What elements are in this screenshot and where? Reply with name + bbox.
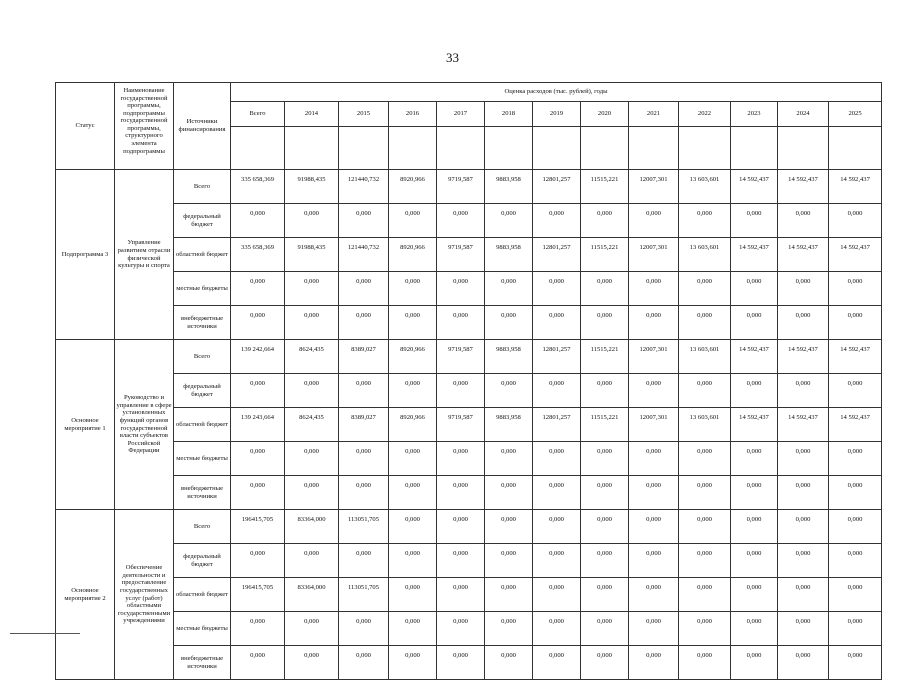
- value-cell: 0,000: [231, 612, 285, 646]
- value-cell: 0,000: [231, 544, 285, 578]
- header-spacer-cell: [629, 127, 679, 170]
- value-cell: 0,000: [533, 272, 581, 306]
- table-header: [56, 83, 882, 170]
- header-column: 2021: [629, 102, 679, 127]
- value-cell: 0,000: [829, 646, 882, 680]
- value-cell: 0,000: [437, 476, 485, 510]
- value-cell: 0,000: [389, 442, 437, 476]
- value-cell: 9719,587: [437, 170, 485, 204]
- value-cell: 0,000: [339, 272, 389, 306]
- value-cell: 0,000: [629, 578, 679, 612]
- row-source: внебюджетные источники: [174, 646, 231, 680]
- value-cell: 0,000: [231, 646, 285, 680]
- value-cell: 0,000: [778, 374, 829, 408]
- value-cell: 0,000: [285, 204, 339, 238]
- value-cell: 0,000: [778, 306, 829, 340]
- value-cell: 14 592,437: [829, 408, 882, 442]
- header-spacer-cell: [581, 127, 629, 170]
- value-cell: 0,000: [339, 646, 389, 680]
- value-cell: 0,000: [389, 510, 437, 544]
- row-source: федеральный бюджет: [174, 544, 231, 578]
- header-estimate: Оценка расходов (тыс. рублей), годы: [231, 83, 882, 102]
- value-cell: 0,000: [829, 374, 882, 408]
- value-cell: 91988,435: [285, 170, 339, 204]
- value-cell: 0,000: [629, 204, 679, 238]
- header-column: 2017: [437, 102, 485, 127]
- row-source: местные бюджеты: [174, 612, 231, 646]
- value-cell: 12007,301: [629, 340, 679, 374]
- row-status: Подпрограмма 3: [56, 170, 115, 340]
- value-cell: 13 603,601: [679, 170, 731, 204]
- value-cell: 0,000: [829, 578, 882, 612]
- value-cell: 8920,966: [389, 170, 437, 204]
- value-cell: 0,000: [533, 374, 581, 408]
- value-cell: 0,000: [629, 510, 679, 544]
- row-source: областной бюджет: [174, 408, 231, 442]
- value-cell: 113051,705: [339, 510, 389, 544]
- table-row: [56, 510, 882, 544]
- value-cell: 0,000: [485, 544, 533, 578]
- value-cell: 0,000: [731, 544, 778, 578]
- value-cell: 0,000: [485, 476, 533, 510]
- value-cell: 13 603,601: [679, 408, 731, 442]
- value-cell: 0,000: [485, 374, 533, 408]
- value-cell: 0,000: [679, 306, 731, 340]
- table-body: [56, 170, 882, 680]
- value-cell: 0,000: [581, 272, 629, 306]
- table-row: [56, 476, 882, 510]
- row-source: областной бюджет: [174, 578, 231, 612]
- value-cell: 0,000: [778, 646, 829, 680]
- value-cell: 8920,966: [389, 340, 437, 374]
- value-cell: 0,000: [389, 306, 437, 340]
- header-spacer-cell: [339, 127, 389, 170]
- header-spacer-cell: [679, 127, 731, 170]
- value-cell: 196415,705: [231, 578, 285, 612]
- value-cell: 9719,587: [437, 340, 485, 374]
- footer-line: [10, 633, 80, 634]
- value-cell: 12007,301: [629, 408, 679, 442]
- value-cell: 0,000: [829, 306, 882, 340]
- value-cell: 0,000: [629, 272, 679, 306]
- value-cell: 0,000: [533, 510, 581, 544]
- value-cell: 0,000: [339, 612, 389, 646]
- value-cell: 83364,000: [285, 578, 339, 612]
- value-cell: 0,000: [485, 510, 533, 544]
- value-cell: 0,000: [829, 612, 882, 646]
- table-row: [56, 340, 882, 374]
- value-cell: 0,000: [437, 612, 485, 646]
- value-cell: 0,000: [731, 476, 778, 510]
- value-cell: 13 603,601: [679, 340, 731, 374]
- value-cell: 0,000: [389, 646, 437, 680]
- value-cell: 0,000: [389, 578, 437, 612]
- value-cell: 0,000: [285, 646, 339, 680]
- value-cell: 0,000: [389, 544, 437, 578]
- value-cell: 0,000: [581, 646, 629, 680]
- value-cell: 14 592,437: [829, 340, 882, 374]
- value-cell: 8389,027: [339, 340, 389, 374]
- header-spacer-cell: [285, 127, 339, 170]
- value-cell: 11515,221: [581, 340, 629, 374]
- value-cell: 0,000: [533, 646, 581, 680]
- value-cell: 0,000: [437, 306, 485, 340]
- value-cell: 0,000: [778, 272, 829, 306]
- value-cell: 0,000: [731, 646, 778, 680]
- header-spacer-cell: [437, 127, 485, 170]
- value-cell: 0,000: [437, 272, 485, 306]
- value-cell: 0,000: [389, 374, 437, 408]
- value-cell: 9719,587: [437, 238, 485, 272]
- value-cell: 0,000: [629, 442, 679, 476]
- value-cell: 0,000: [533, 306, 581, 340]
- value-cell: 0,000: [829, 544, 882, 578]
- header-column: 2023: [731, 102, 778, 127]
- row-source: Всего: [174, 170, 231, 204]
- value-cell: 14 592,437: [731, 238, 778, 272]
- value-cell: 0,000: [285, 476, 339, 510]
- value-cell: 0,000: [679, 578, 731, 612]
- table-row: [56, 374, 882, 408]
- value-cell: 11515,221: [581, 170, 629, 204]
- table-row: [56, 578, 882, 612]
- value-cell: 0,000: [485, 272, 533, 306]
- row-source: Всего: [174, 340, 231, 374]
- table-row: [56, 442, 882, 476]
- value-cell: 8920,966: [389, 408, 437, 442]
- value-cell: 14 592,437: [731, 170, 778, 204]
- value-cell: 139 243,664: [231, 408, 285, 442]
- header-column: Всего: [231, 102, 285, 127]
- row-source: внебюджетные источники: [174, 306, 231, 340]
- value-cell: 8920,966: [389, 238, 437, 272]
- header-column: 2014: [285, 102, 339, 127]
- value-cell: 0,000: [581, 612, 629, 646]
- row-source: федеральный бюджет: [174, 374, 231, 408]
- value-cell: 0,000: [829, 442, 882, 476]
- value-cell: 0,000: [231, 374, 285, 408]
- value-cell: 0,000: [731, 374, 778, 408]
- value-cell: 0,000: [339, 544, 389, 578]
- header-spacer-cell: [231, 127, 285, 170]
- value-cell: 0,000: [679, 476, 731, 510]
- value-cell: 196415,705: [231, 510, 285, 544]
- value-cell: 8624,435: [285, 408, 339, 442]
- value-cell: 139 242,664: [231, 340, 285, 374]
- value-cell: 113051,705: [339, 578, 389, 612]
- row-status: Основное мероприятие 1: [56, 340, 115, 510]
- value-cell: 0,000: [581, 510, 629, 544]
- value-cell: 9883,958: [485, 340, 533, 374]
- value-cell: 0,000: [485, 306, 533, 340]
- row-source: местные бюджеты: [174, 272, 231, 306]
- value-cell: 0,000: [778, 544, 829, 578]
- value-cell: 83364,000: [285, 510, 339, 544]
- value-cell: 0,000: [389, 204, 437, 238]
- value-cell: 0,000: [731, 510, 778, 544]
- value-cell: 0,000: [231, 476, 285, 510]
- value-cell: 0,000: [437, 204, 485, 238]
- header-column: 2024: [778, 102, 829, 127]
- value-cell: 0,000: [285, 442, 339, 476]
- value-cell: 9883,958: [485, 238, 533, 272]
- value-cell: 0,000: [679, 646, 731, 680]
- header-column: 2020: [581, 102, 629, 127]
- value-cell: 14 592,437: [778, 238, 829, 272]
- page-number: 33: [446, 50, 459, 65]
- value-cell: 0,000: [629, 476, 679, 510]
- row-source: федеральный бюджет: [174, 204, 231, 238]
- table-row: [56, 544, 882, 578]
- value-cell: 0,000: [829, 476, 882, 510]
- value-cell: 0,000: [581, 374, 629, 408]
- value-cell: 0,000: [679, 612, 731, 646]
- value-cell: 0,000: [339, 476, 389, 510]
- header-spacer-cell: [731, 127, 778, 170]
- value-cell: 0,000: [679, 204, 731, 238]
- value-cell: 0,000: [533, 204, 581, 238]
- value-cell: 14 592,437: [829, 170, 882, 204]
- header-spacer-cell: [533, 127, 581, 170]
- header-spacer-cell: [829, 127, 882, 170]
- row-program-name: Руководство и управление в сфере установленных функций органов государственной власти субъектов Российской Федерации: [115, 340, 174, 510]
- value-cell: 0,000: [829, 272, 882, 306]
- value-cell: 0,000: [679, 272, 731, 306]
- table-row: [56, 646, 882, 680]
- value-cell: 0,000: [629, 374, 679, 408]
- value-cell: 0,000: [629, 306, 679, 340]
- value-cell: 9883,958: [485, 408, 533, 442]
- value-cell: 0,000: [731, 578, 778, 612]
- header-column: 2015: [339, 102, 389, 127]
- value-cell: 0,000: [437, 646, 485, 680]
- value-cell: 91988,435: [285, 238, 339, 272]
- value-cell: 0,000: [437, 374, 485, 408]
- value-cell: 0,000: [485, 442, 533, 476]
- value-cell: 8389,027: [339, 408, 389, 442]
- value-cell: 0,000: [778, 578, 829, 612]
- value-cell: 0,000: [285, 306, 339, 340]
- row-source: местные бюджеты: [174, 442, 231, 476]
- value-cell: 12801,257: [533, 238, 581, 272]
- value-cell: 9883,958: [485, 170, 533, 204]
- value-cell: 0,000: [629, 646, 679, 680]
- value-cell: 121440,732: [339, 170, 389, 204]
- table-row: [56, 170, 882, 204]
- value-cell: 0,000: [339, 374, 389, 408]
- header-column: 2025: [829, 102, 882, 127]
- value-cell: 9719,587: [437, 408, 485, 442]
- value-cell: 12007,301: [629, 238, 679, 272]
- value-cell: 0,000: [231, 442, 285, 476]
- header-column: 2022: [679, 102, 731, 127]
- value-cell: 335 658,369: [231, 170, 285, 204]
- value-cell: 0,000: [437, 544, 485, 578]
- value-cell: 0,000: [629, 612, 679, 646]
- value-cell: 0,000: [629, 544, 679, 578]
- value-cell: 0,000: [231, 204, 285, 238]
- value-cell: 0,000: [731, 442, 778, 476]
- header-spacer-cell: [389, 127, 437, 170]
- row-source: внебюджетные источники: [174, 476, 231, 510]
- value-cell: 0,000: [731, 272, 778, 306]
- table-row: [56, 306, 882, 340]
- header-spacer-cell: [778, 127, 829, 170]
- value-cell: 12801,257: [533, 170, 581, 204]
- value-cell: 0,000: [731, 204, 778, 238]
- value-cell: 12801,257: [533, 340, 581, 374]
- header-source: Источники финансирования: [174, 83, 231, 170]
- header-column: 2019: [533, 102, 581, 127]
- value-cell: 14 592,437: [731, 408, 778, 442]
- value-cell: 0,000: [533, 544, 581, 578]
- value-cell: 0,000: [533, 442, 581, 476]
- value-cell: 0,000: [285, 374, 339, 408]
- value-cell: 0,000: [437, 510, 485, 544]
- value-cell: 14 592,437: [778, 170, 829, 204]
- value-cell: 0,000: [389, 612, 437, 646]
- value-cell: 0,000: [731, 306, 778, 340]
- value-cell: 0,000: [285, 272, 339, 306]
- value-cell: 0,000: [778, 442, 829, 476]
- header-spacer-cell: [485, 127, 533, 170]
- value-cell: 0,000: [778, 612, 829, 646]
- value-cell: 0,000: [339, 306, 389, 340]
- value-cell: 0,000: [485, 204, 533, 238]
- value-cell: 0,000: [437, 578, 485, 612]
- value-cell: 14 592,437: [778, 408, 829, 442]
- value-cell: 0,000: [679, 374, 731, 408]
- table-row: [56, 204, 882, 238]
- value-cell: 11515,221: [581, 238, 629, 272]
- value-cell: 0,000: [533, 612, 581, 646]
- value-cell: 0,000: [339, 204, 389, 238]
- value-cell: 0,000: [389, 476, 437, 510]
- value-cell: 0,000: [829, 510, 882, 544]
- row-program-name: Обеспечение деятельности и предоставление государственных услуг (работ) областными государственными учреждениями: [115, 510, 174, 680]
- value-cell: 0,000: [829, 204, 882, 238]
- value-cell: 0,000: [533, 476, 581, 510]
- value-cell: 0,000: [231, 272, 285, 306]
- row-program-name: Управление развитием отрасли физической культуры и спорта: [115, 170, 174, 340]
- table-row: [56, 238, 882, 272]
- value-cell: 8624,435: [285, 340, 339, 374]
- value-cell: 14 592,437: [731, 340, 778, 374]
- row-status: Основное мероприятие 2: [56, 510, 115, 680]
- value-cell: 14 592,437: [829, 238, 882, 272]
- value-cell: 0,000: [231, 306, 285, 340]
- header-status: Статус: [56, 83, 115, 170]
- value-cell: 0,000: [679, 442, 731, 476]
- value-cell: 0,000: [581, 204, 629, 238]
- value-cell: 13 603,601: [679, 238, 731, 272]
- header-column: 2016: [389, 102, 437, 127]
- value-cell: 0,000: [581, 578, 629, 612]
- table-row: [56, 408, 882, 442]
- value-cell: 0,000: [581, 544, 629, 578]
- value-cell: 11515,221: [581, 408, 629, 442]
- value-cell: 0,000: [778, 476, 829, 510]
- value-cell: 0,000: [679, 510, 731, 544]
- value-cell: 0,000: [533, 578, 581, 612]
- value-cell: 0,000: [437, 442, 485, 476]
- table-row: [56, 272, 882, 306]
- value-cell: 0,000: [485, 646, 533, 680]
- value-cell: 0,000: [339, 442, 389, 476]
- row-source: областной бюджет: [174, 238, 231, 272]
- budget-table: [55, 82, 882, 680]
- value-cell: 0,000: [485, 578, 533, 612]
- value-cell: 12801,257: [533, 408, 581, 442]
- value-cell: 12007,301: [629, 170, 679, 204]
- value-cell: 0,000: [679, 544, 731, 578]
- header-name: Наименование государственной программы, подпрограммы государственной программы, структурного элемента подпрограммы: [115, 83, 174, 170]
- value-cell: 0,000: [581, 306, 629, 340]
- value-cell: 14 592,437: [778, 340, 829, 374]
- header-column: 2018: [485, 102, 533, 127]
- value-cell: 0,000: [731, 612, 778, 646]
- value-cell: 0,000: [389, 272, 437, 306]
- value-cell: 0,000: [581, 476, 629, 510]
- value-cell: 0,000: [485, 612, 533, 646]
- value-cell: 0,000: [285, 544, 339, 578]
- value-cell: 0,000: [285, 612, 339, 646]
- row-source: Всего: [174, 510, 231, 544]
- value-cell: 0,000: [778, 510, 829, 544]
- value-cell: 121440,732: [339, 238, 389, 272]
- value-cell: 0,000: [778, 204, 829, 238]
- value-cell: 0,000: [581, 442, 629, 476]
- value-cell: 335 658,369: [231, 238, 285, 272]
- table-row: [56, 612, 882, 646]
